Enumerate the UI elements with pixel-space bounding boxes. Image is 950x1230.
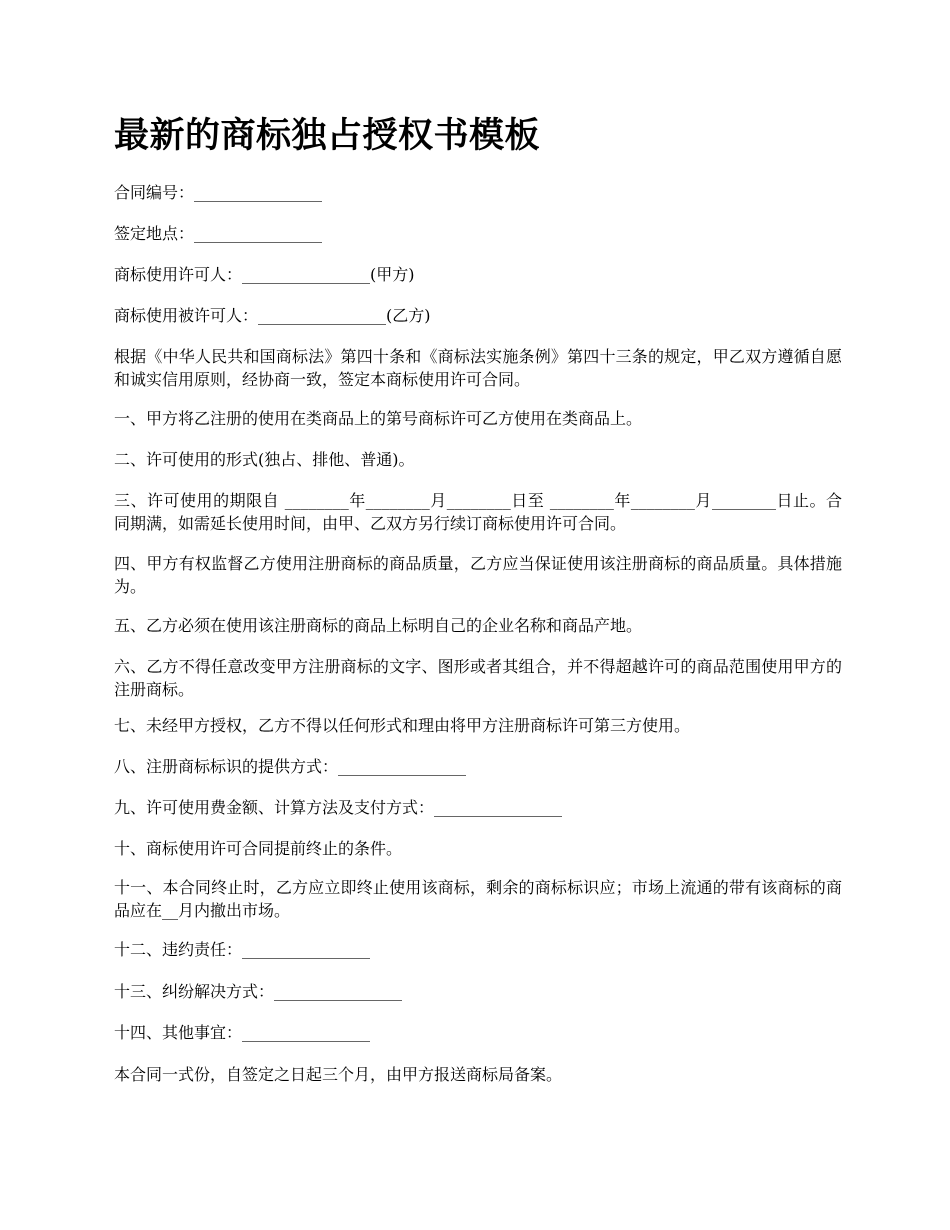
document-title: 最新的商标独占授权书模板 [114, 115, 541, 156]
closing-paragraph: 本合同一式份，自签定之日起三个月，由甲方报送商标局备案。 [114, 1065, 563, 1084]
preamble-paragraph: 根据《中华人民共和国商标法》第四十条和《商标法实施条例》第四十三条的规定，甲乙双方遵循自愿和诚实信用原则，经协商一致，签定本商标使用许可合同。 [114, 347, 842, 389]
clause-13: 十三、纠纷解决方式：________________ [114, 982, 403, 1001]
clause-7: 七、未经甲方授权，乙方不得以任何形式和理由将甲方注册商标许可第三方使用。 [114, 716, 691, 735]
clause-8: 八、注册商标标识的提供方式：________________ [114, 757, 467, 776]
clause-6: 六、乙方不得任意改变甲方注册商标的文字、图形或者其组合，并不得超越许可的商品范围使用甲方的注册商标。 [114, 657, 842, 699]
licensee-line: 商标使用被许可人：________________(乙方) [114, 306, 431, 325]
clause-3: 三、许可使用的期限自 ________年________月________日至 ________年________月________日止。合同期满，如需延长使用时间，由甲、乙双方另行续订商标使用许可合同。 [114, 491, 842, 533]
clause-4: 四、甲方有权监督乙方使用注册商标的商品质量，乙方应当保证使用该注册商标的商品质量。具体措施为。 [114, 554, 842, 596]
clause-9: 九、许可使用费金额、计算方法及支付方式：________________ [114, 798, 563, 817]
clause-11: 十一、本合同终止时，乙方应立即终止使用该商标，剩余的商标标识应；市场上流通的带有该商标的商品应在__月内撤出市场。 [114, 878, 842, 920]
clause-1: 一、甲方将乙注册的使用在类商品上的第号商标许可乙方使用在类商品上。 [114, 409, 643, 428]
clause-10: 十、商标使用许可合同提前终止的条件。 [114, 839, 403, 858]
clause-14: 十四、其他事宜：________________ [114, 1023, 371, 1042]
clause-12: 十二、违约责任：________________ [114, 940, 371, 959]
clause-2: 二、许可使用的形式(独占、排他、普通)。 [114, 450, 415, 469]
licensor-line: 商标使用许可人：________________(甲方) [114, 265, 415, 284]
signing-place-line: 签定地点：________________ [114, 224, 323, 243]
contract-number-line: 合同编号：________________ [114, 183, 323, 202]
clause-5: 五、乙方必须在使用该注册商标的商品上标明自己的企业名称和商品产地。 [114, 616, 643, 635]
